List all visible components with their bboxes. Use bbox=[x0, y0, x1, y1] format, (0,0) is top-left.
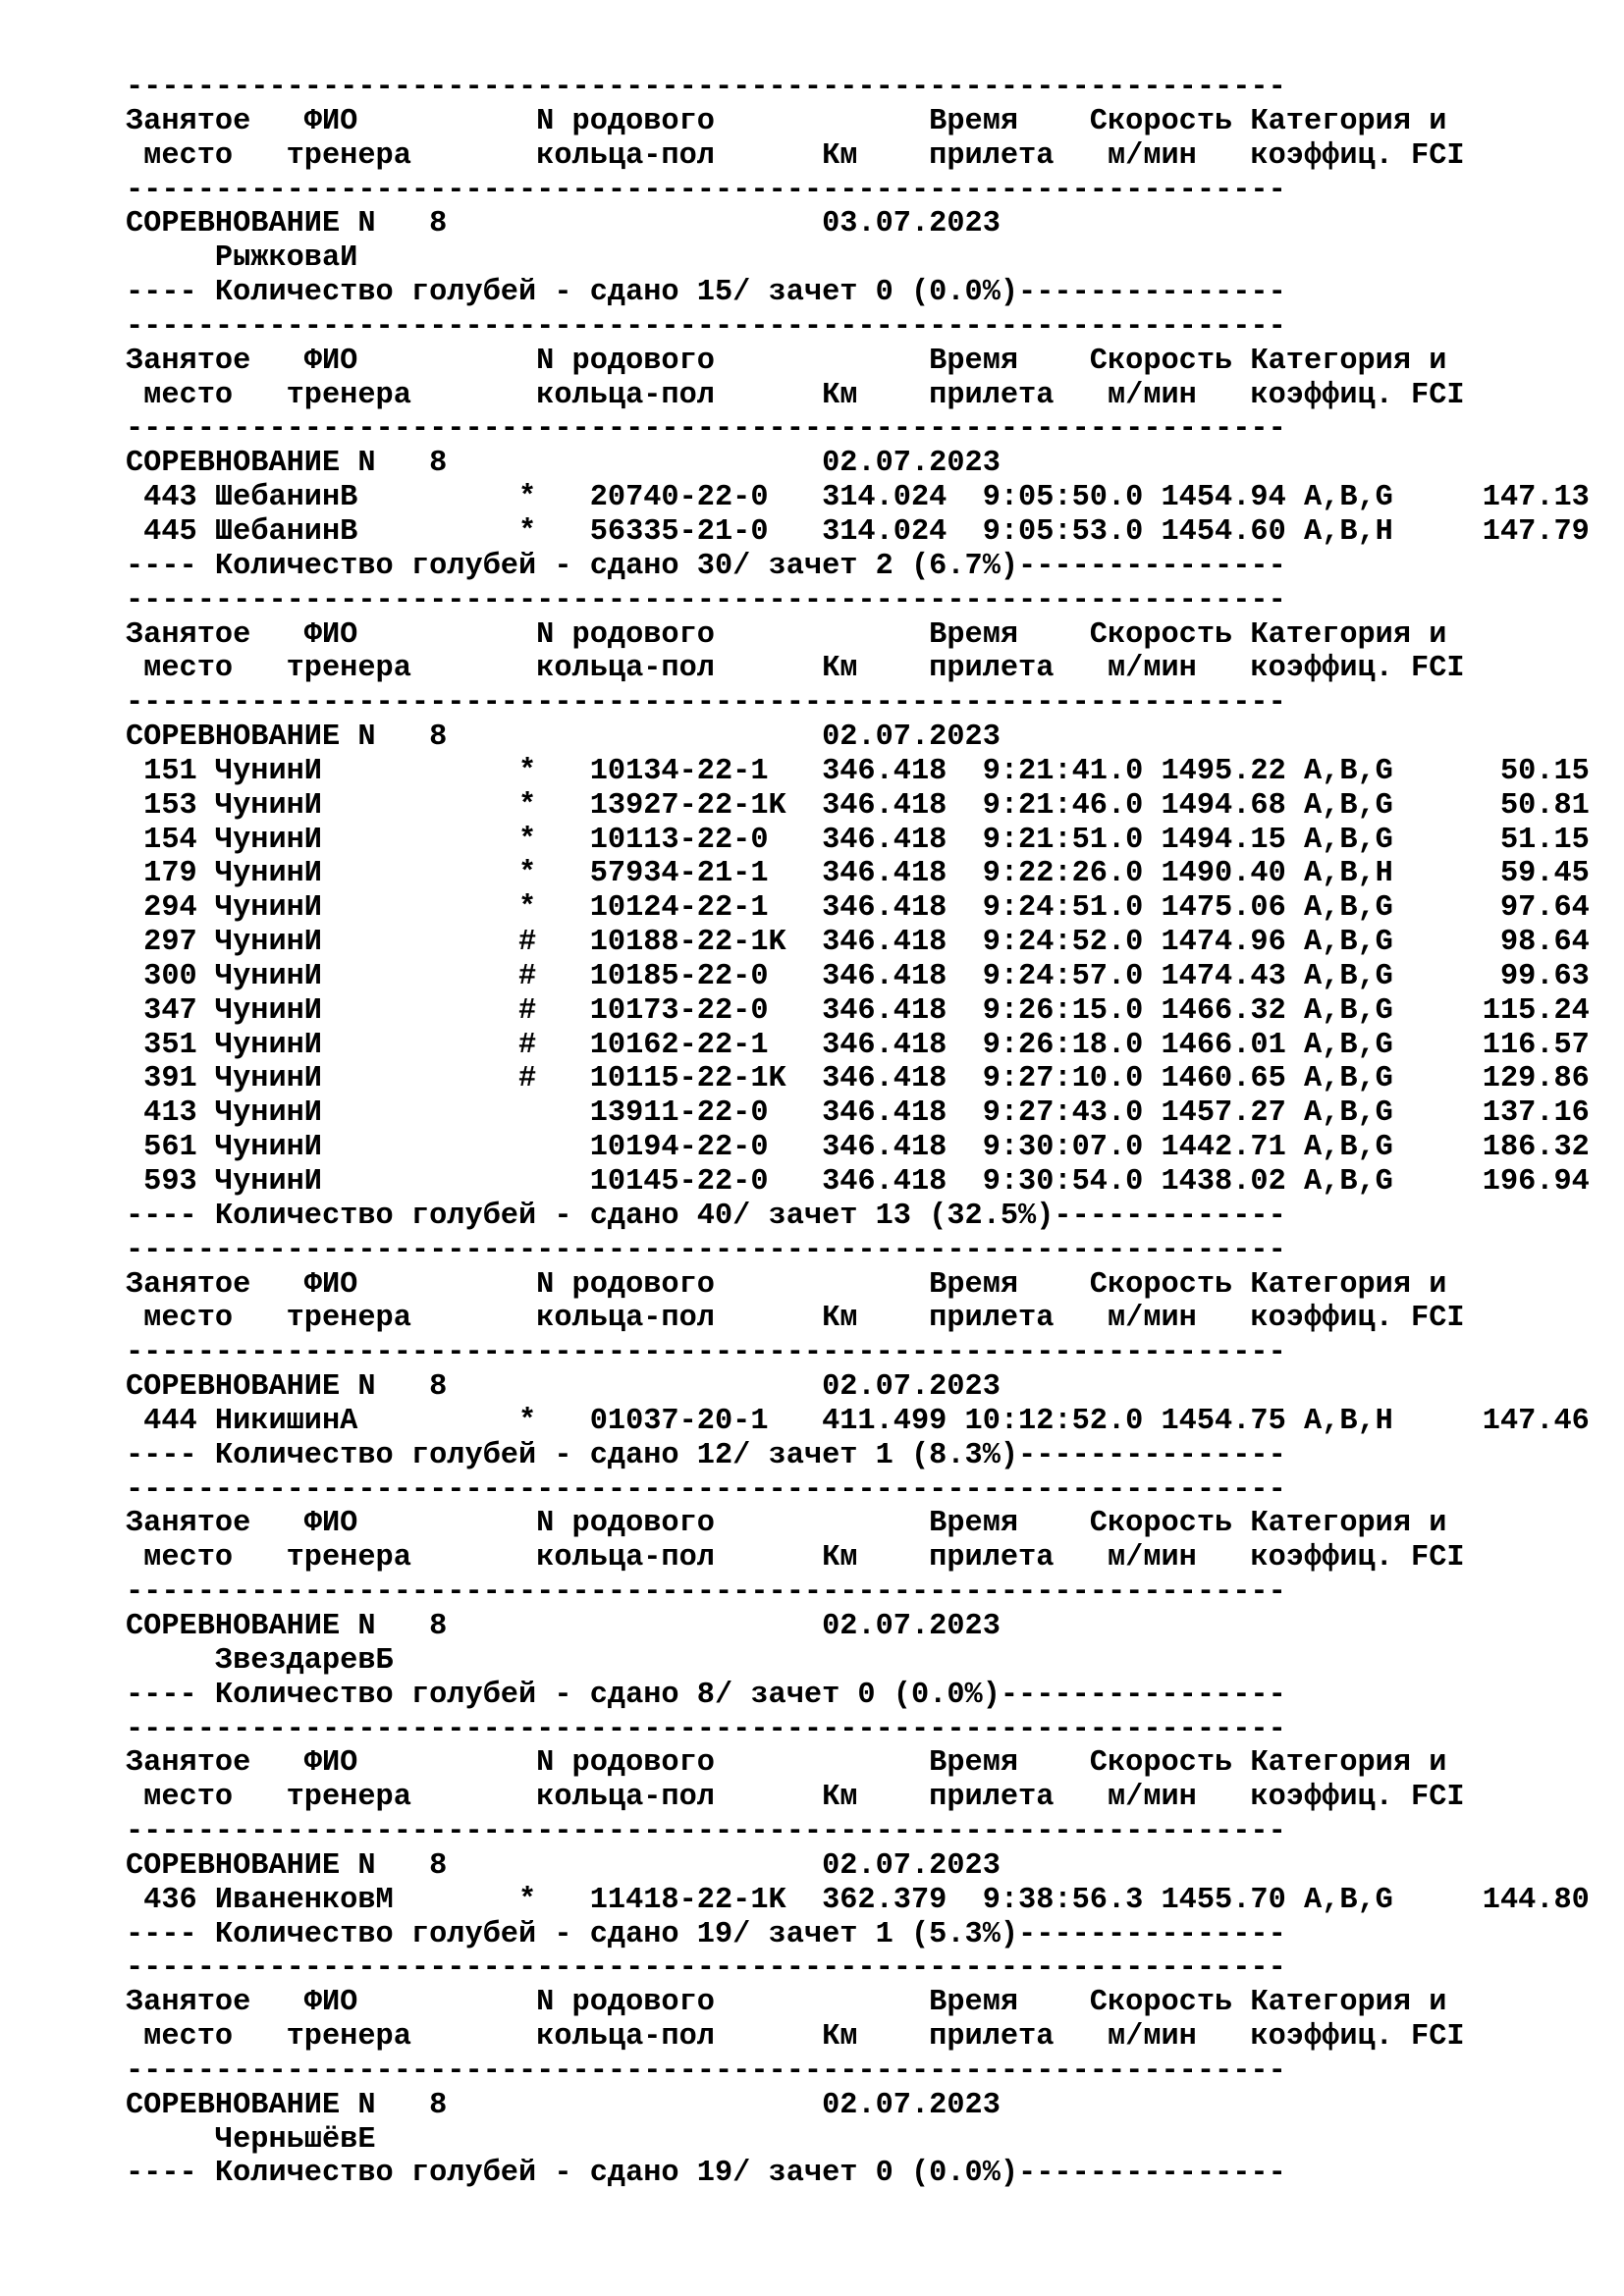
table-header-line: место тренера кольца-пол Км прилета м/мин коэффиц. FCI bbox=[126, 1302, 1465, 1336]
separator-line: ----------------------------------------------------------------- bbox=[126, 1815, 1286, 1849]
section-summary: ---- Количество голубей - сдано 12/ зачет 1 (8.3%)--------------- bbox=[126, 1438, 1286, 1472]
competition-title: СОРЕВНОВАНИЕ N 8 02.07.2023 bbox=[126, 1370, 1001, 1405]
competition-title: СОРЕВНОВАНИЕ N 8 02.07.2023 bbox=[126, 721, 1001, 755]
result-row: 436 ИваненковМ * 11418-22-1K 362.379 9:38:56.3 1455.70 A,B,G 144.80 bbox=[126, 1883, 1590, 1917]
result-row: 391 ЧунинИ # 10115-22-1K 346.418 9:27:10.0 1460.65 A,B,G 129.86 bbox=[126, 1062, 1590, 1096]
result-row: 413 ЧунинИ 13911-22-0 346.418 9:27:43.0 1457.27 A,B,G 137.16 bbox=[126, 1096, 1590, 1131]
section-summary: ---- Количество голубей - сдано 19/ зачет 1 (5.3%)--------------- bbox=[126, 1917, 1286, 1951]
competition-title: СОРЕВНОВАНИЕ N 8 02.07.2023 bbox=[126, 1848, 1001, 1883]
separator-line: ----------------------------------------------------------------- bbox=[126, 1233, 1286, 1267]
table-header-line: место тренера кольца-пол Км прилета м/мин коэффиц. FCI bbox=[126, 1781, 1465, 1815]
separator-line: ----------------------------------------------------------------- bbox=[126, 71, 1286, 104]
table-header-line: Занятое ФИО N родового Время Скорость Категория и bbox=[126, 617, 1447, 652]
result-row: 351 ЧунинИ # 10162-22-1 346.418 9:26:18.0 1466.01 A,B,G 116.57 bbox=[126, 1028, 1590, 1062]
trainer-name: ЧерньшёвЕ bbox=[126, 2122, 376, 2157]
separator-line: ----------------------------------------------------------------- bbox=[126, 2054, 1286, 2088]
result-row: 154 ЧунинИ * 10113-22-0 346.418 9:21:51.0 1494.15 A,B,G 51.15 bbox=[126, 823, 1590, 857]
result-row: 593 ЧунинИ 10145-22-0 346.418 9:30:54.0 1438.02 A,B,G 196.94 bbox=[126, 1165, 1590, 1199]
separator-line: ----------------------------------------------------------------- bbox=[126, 173, 1286, 207]
result-row: 153 ЧунинИ * 13927-22-1K 346.418 9:21:46.0 1494.68 A,B,G 50.81 bbox=[126, 788, 1590, 823]
trainer-name: РыжковаИ bbox=[126, 241, 358, 276]
separator-line: ----------------------------------------------------------------- bbox=[126, 686, 1286, 721]
section-summary: ---- Количество голубей - сдано 30/ зачет 2 (6.7%)--------------- bbox=[126, 549, 1286, 583]
separator-line: ----------------------------------------------------------------- bbox=[126, 1472, 1286, 1507]
competition-title: СОРЕВНОВАНИЕ N 8 03.07.2023 bbox=[126, 207, 1001, 241]
section-summary: ---- Количество голубей - сдано 40/ зачет 13 (32.5%)------------- bbox=[126, 1199, 1286, 1233]
section-summary: ---- Количество голубей - сдано 19/ зачет 0 (0.0%)--------------- bbox=[126, 2157, 1286, 2191]
competition-title: СОРЕВНОВАНИЕ N 8 02.07.2023 bbox=[126, 2088, 1001, 2122]
result-row: 179 ЧунинИ * 57934-21-1 346.418 9:22:26.0 1490.40 A,B,H 59.45 bbox=[126, 857, 1590, 891]
result-row: 297 ЧунинИ # 10188-22-1K 346.418 9:24:52.0 1474.96 A,B,G 98.64 bbox=[126, 926, 1590, 960]
separator-line: ----------------------------------------------------------------- bbox=[126, 1951, 1286, 1986]
separator-line: ----------------------------------------------------------------- bbox=[126, 309, 1286, 344]
separator-line: ----------------------------------------------------------------- bbox=[126, 1712, 1286, 1746]
separator-line: ----------------------------------------------------------------- bbox=[126, 1336, 1286, 1370]
result-row: 300 ЧунинИ # 10185-22-0 346.418 9:24:57.0 1474.43 A,B,G 99.63 bbox=[126, 959, 1590, 993]
table-header-line: Занятое ФИО N родового Время Скорость Категория и bbox=[126, 1267, 1447, 1302]
table-header-line: место тренера кольца-пол Км прилета м/мин коэффиц. FCI bbox=[126, 652, 1465, 686]
result-row: 443 ШебанинВ * 20740-22-0 314.024 9:05:50.0 1454.94 A,B,G 147.13 bbox=[126, 481, 1590, 515]
competition-title: СОРЕВНОВАНИЕ N 8 02.07.2023 bbox=[126, 1609, 1001, 1643]
result-row: 347 ЧунинИ # 10173-22-0 346.418 9:26:15.0 1466.32 A,B,G 115.24 bbox=[126, 993, 1590, 1028]
table-header-line: Занятое ФИО N родового Время Скорость Категория и bbox=[126, 104, 1447, 138]
table-header-line: место тренера кольца-пол Км прилета м/мин коэффиц. FCI bbox=[126, 138, 1465, 173]
result-row: 561 ЧунинИ 10194-22-0 346.418 9:30:07.0 1442.71 A,B,G 186.32 bbox=[126, 1131, 1590, 1165]
table-header-line: место тренера кольца-пол Км прилета м/мин коэффиц. FCI bbox=[126, 1541, 1465, 1575]
competition-title: СОРЕВНОВАНИЕ N 8 02.07.2023 bbox=[126, 447, 1001, 481]
table-header-line: Занятое ФИО N родового Время Скорость Категория и bbox=[126, 1507, 1447, 1541]
section-summary: ---- Количество голубей - сдано 15/ зачет 0 (0.0%)--------------- bbox=[126, 276, 1286, 310]
table-header-line: место тренера кольца-пол Км прилета м/мин коэффиц. FCI bbox=[126, 2020, 1465, 2055]
separator-line: ----------------------------------------------------------------- bbox=[126, 1575, 1286, 1610]
result-row: 445 ШебанинВ * 56335-21-0 314.024 9:05:53.0 1454.60 A,B,H 147.79 bbox=[126, 514, 1590, 549]
result-row: 444 НикишинА * 01037-20-1 411.499 10:12:52.0 1454.75 A,B,H 147.46 bbox=[126, 1404, 1590, 1438]
trainer-name: ЗвездаревБ bbox=[126, 1643, 394, 1678]
results-document bbox=[126, 71, 1590, 2191]
separator-line: ----------------------------------------------------------------- bbox=[126, 583, 1286, 617]
result-row: 294 ЧунинИ * 10124-22-1 346.418 9:24:51.0 1475.06 A,B,G 97.64 bbox=[126, 891, 1590, 926]
table-header-line: место тренера кольца-пол Км прилета м/мин коэффиц. FCI bbox=[126, 378, 1465, 412]
result-row: 151 ЧунинИ * 10134-22-1 346.418 9:21:41.0 1495.22 A,B,G 50.15 bbox=[126, 754, 1590, 788]
separator-line: ----------------------------------------------------------------- bbox=[126, 412, 1286, 447]
table-header-line: Занятое ФИО N родового Время Скорость Категория и bbox=[126, 1746, 1447, 1781]
section-summary: ---- Количество голубей - сдано 8/ зачет 0 (0.0%)---------------- bbox=[126, 1678, 1286, 1712]
table-header-line: Занятое ФИО N родового Время Скорость Категория и bbox=[126, 344, 1447, 378]
table-header-line: Занятое ФИО N родового Время Скорость Категория и bbox=[126, 1986, 1447, 2020]
